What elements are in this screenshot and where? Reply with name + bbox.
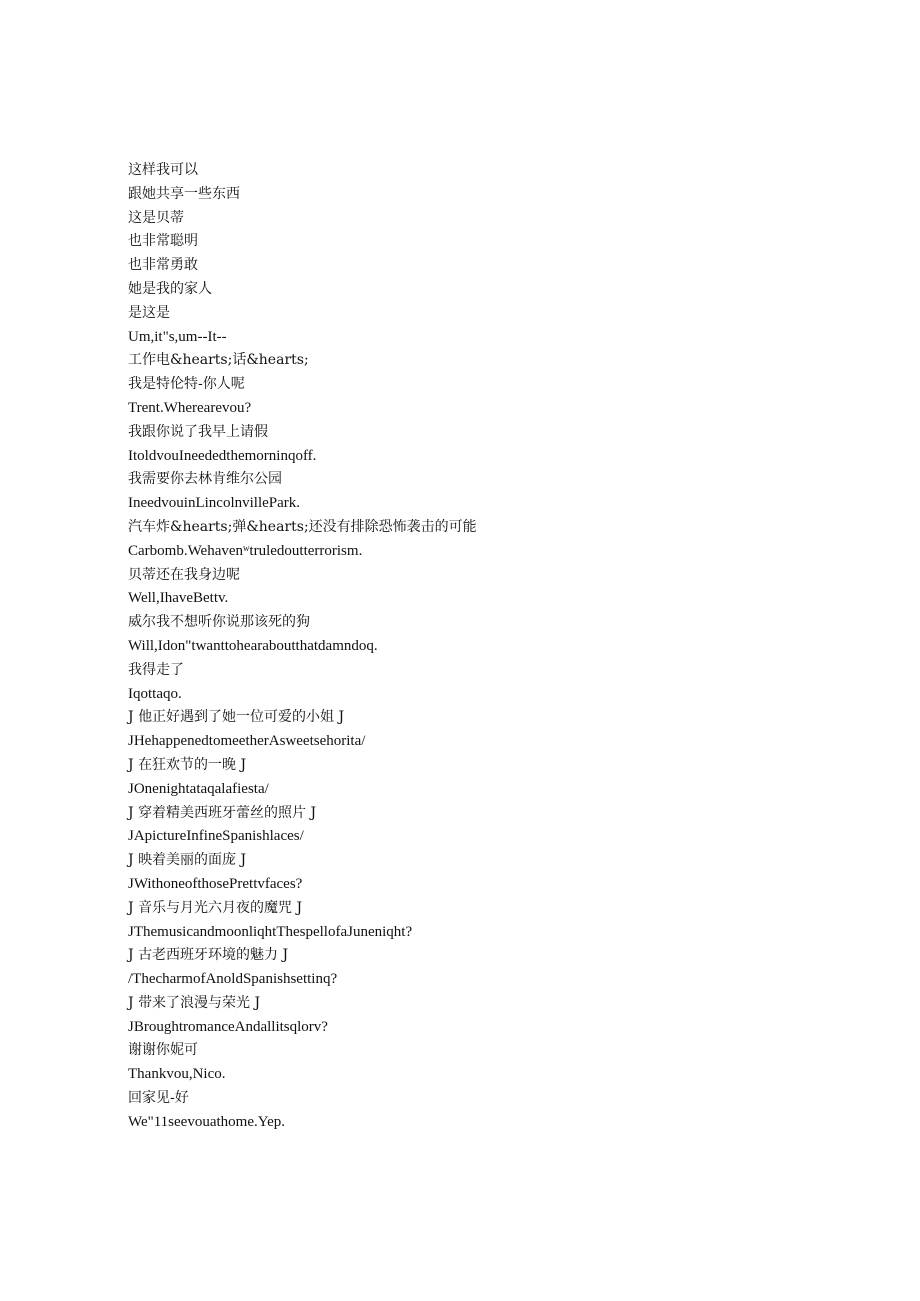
text-line: Will,Idon"twanttohearaboutthatdamndoq. — [128, 637, 378, 654]
text-line: 是这是 — [128, 304, 170, 321]
text-line: /ThecharmofAnoldSpanishsettinq? — [128, 971, 338, 988]
text-line: 回家见-好 — [128, 1090, 189, 1107]
text-line: J 古老西班牙环境的魅力 J — [128, 947, 289, 964]
text-line: 也非常聪明 — [128, 233, 198, 250]
text-line: 我得走了 — [128, 661, 184, 678]
text-line: We"11seevouathome.Yep. — [128, 1113, 285, 1130]
text-line: 我需要你去林肯维尔公园 — [128, 471, 282, 488]
text-line: 也非常勇敢 — [128, 257, 198, 274]
text-line: IneedvouinLincolnvillePark. — [128, 495, 301, 512]
text-line: 这样我可以 — [128, 162, 198, 178]
text-line: J 在狂欢节的一晚 J — [128, 756, 247, 773]
text-line: Um,it"s,um--It-- — [128, 328, 227, 345]
text-line: J 音乐与月光六月夜的魔咒 J — [128, 899, 303, 916]
text-line: 我是特伦特-你人呢 — [128, 376, 245, 393]
text-line: 这是贝蒂 — [128, 209, 184, 226]
text-line: Carbomb.Wehavenʷtruledoutterrorism. — [128, 542, 363, 559]
text-line: JHehappenedtomeetherAsweetsehorita/ — [128, 733, 366, 750]
text-line: JThemusicandmoonliqhtThespellofaJuneniqht? — [128, 923, 413, 940]
text-line: JApictureInfineSpanishlaces/ — [128, 828, 304, 845]
text-line: JWithoneofthosePrettvfaces? — [128, 875, 303, 892]
text-line: J 映着美丽的面庞 J — [128, 852, 247, 869]
text-line: JOnenightataqalafiesta/ — [128, 780, 269, 797]
text-line: 我跟你说了我早上请假 — [128, 423, 268, 440]
text-line: J 他正好遇到了她一位可爱的小姐 J — [128, 709, 345, 726]
text-line: Trent.Wherearevou? — [128, 399, 252, 416]
text-line: Well,IhaveBettv. — [128, 590, 229, 607]
text-line: 她是我的家人 — [128, 280, 212, 297]
text-line: 谢谢你妮可 — [128, 1042, 198, 1059]
text-line: JBroughtromanceAndallitsqlorv? — [128, 1018, 328, 1035]
text-line: J 带来了浪漫与荣光 J — [128, 994, 261, 1011]
text-line: ItoldvouIneededthemorninqoff. — [128, 447, 317, 464]
text-line: 跟她共享一些东西 — [128, 185, 240, 202]
text-line: 工作电&hearts;话&hearts; — [128, 352, 309, 369]
text-line: J 穿着精美西班牙蕾丝的照片 J — [128, 804, 317, 821]
text-line: 威尔我不想听你说那该死的狗 — [128, 614, 310, 631]
subtitle-lines — [128, 159, 477, 1135]
text-line: Iqottaqo. — [128, 685, 182, 702]
text-line: 汽车炸&hearts;弹&hearts;还没有排除恐怖袭击的可能 — [128, 518, 477, 535]
text-line: Thankvou,Nico. — [128, 1066, 226, 1083]
text-line: 贝蒂还在我身边呢 — [128, 566, 240, 583]
